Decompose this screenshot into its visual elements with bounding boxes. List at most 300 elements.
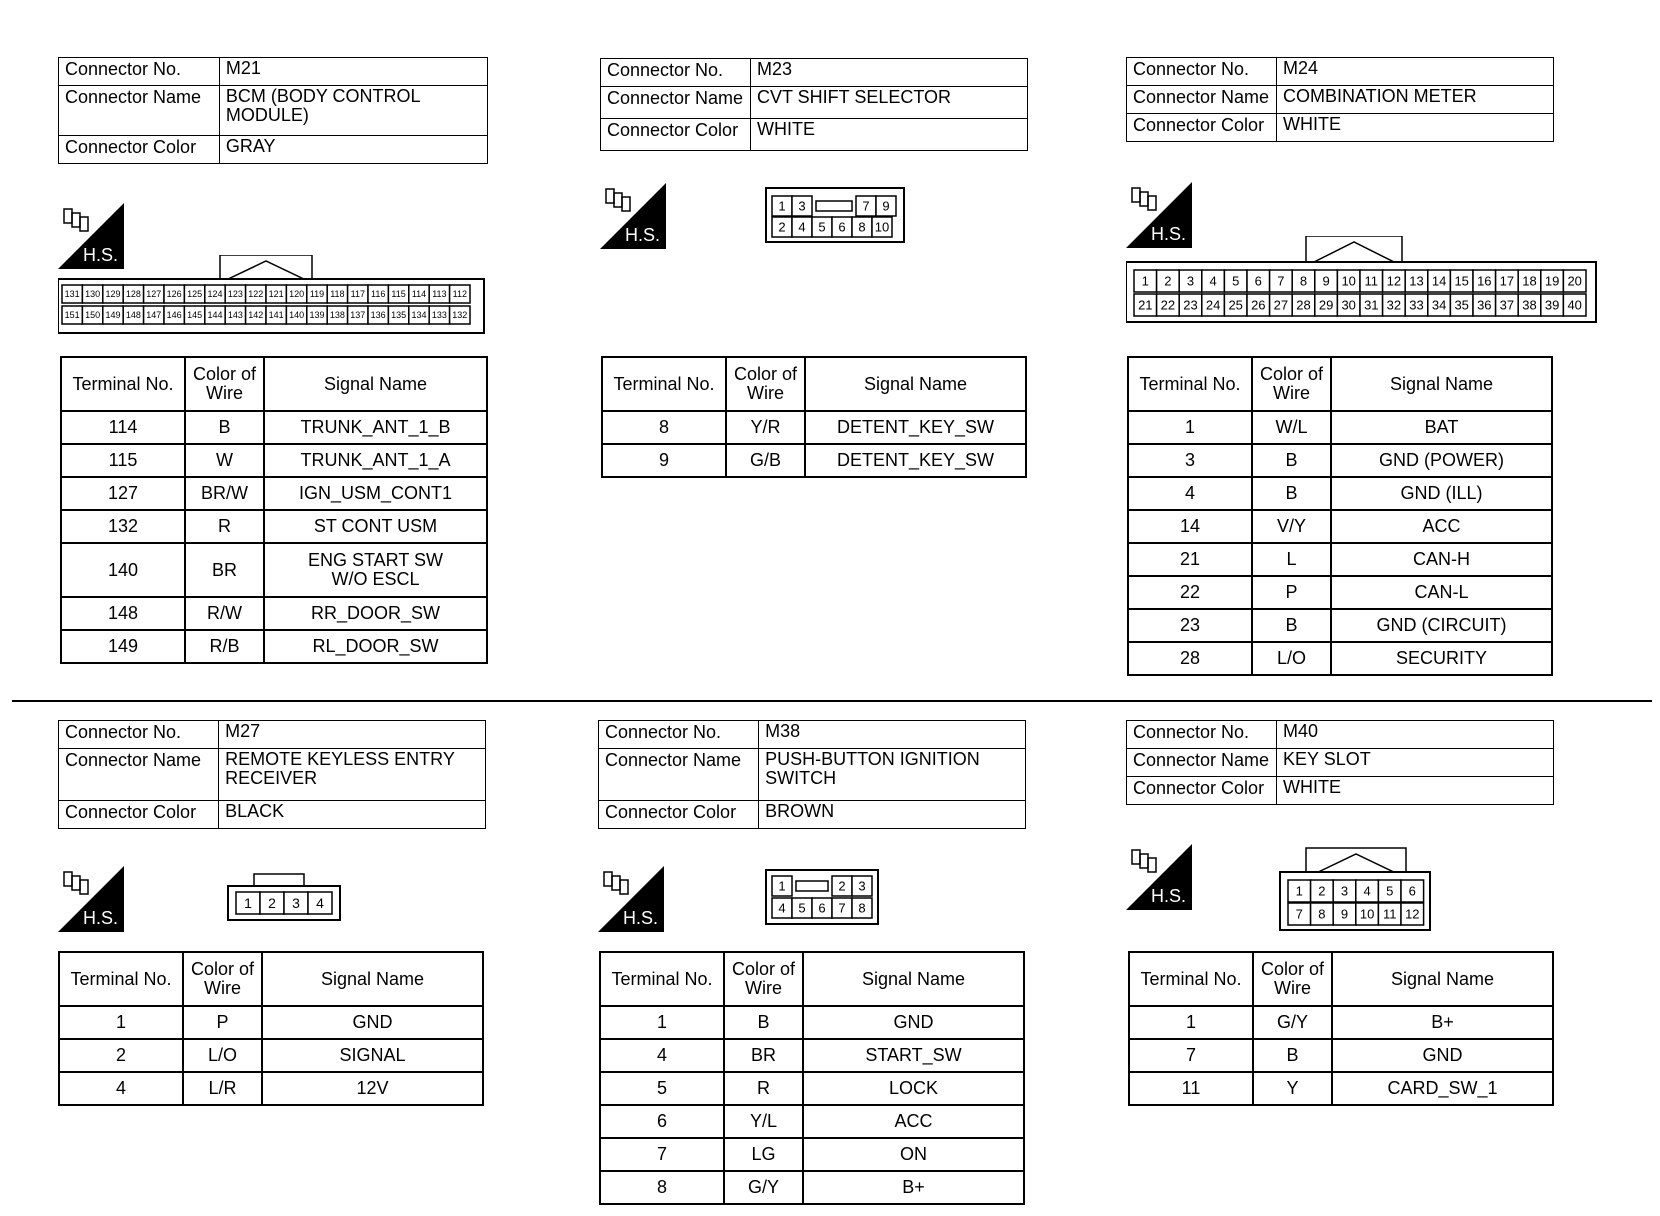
label-connector-color: Connector Color (59, 801, 219, 829)
connector-info-m23 (600, 58, 1028, 151)
pin-number: 148 (125, 310, 141, 321)
signal-name-cell: DETENT_KEY_SW (805, 411, 1026, 444)
header-signal-name: Signal Name (805, 357, 1026, 411)
terminal-no-cell: 3 (1128, 444, 1252, 477)
connector-name: CVT SHIFT SELECTOR (751, 87, 1028, 119)
pin-number: 40 (1567, 297, 1582, 313)
table-row (600, 1039, 1024, 1072)
harness-side-icon (598, 866, 664, 932)
signal-name-cell: TRUNK_ANT_1_A (264, 444, 487, 477)
connector-no: M27 (219, 721, 486, 749)
connector-diagram-m23 (764, 186, 908, 246)
label-connector-name: Connector Name (1127, 86, 1277, 114)
header-color-of-wire: Color of Wire (185, 357, 264, 411)
pin-number: 10 (1359, 906, 1375, 922)
terminal-no-cell: 2 (59, 1039, 183, 1072)
table-row (600, 1105, 1024, 1138)
wire-color-cell: W/L (1252, 411, 1331, 444)
hs-badge-text: H.S. (623, 908, 659, 928)
pin-number: 3 (798, 198, 806, 214)
pin-number: 9 (1340, 906, 1349, 922)
connector-name: COMBINATION METER (1277, 86, 1554, 114)
table-row (1128, 510, 1552, 543)
connector-name: REMOTE KEYLESS ENTRY RECEIVER (219, 749, 486, 801)
signal-name-cell: B+ (1332, 1006, 1553, 1039)
pin-number: 142 (248, 310, 264, 321)
hs-badge-text: H.S. (83, 908, 119, 928)
wire-color-cell: G/Y (1253, 1006, 1332, 1039)
label-connector-color: Connector Color (59, 136, 220, 164)
signal-name-cell: BAT (1331, 411, 1552, 444)
label-connector-name: Connector Name (601, 87, 751, 119)
pin-number: 15 (1454, 273, 1469, 289)
terminal-table-m23 (601, 356, 1027, 478)
pin-number: 112 (452, 289, 467, 300)
terminal-no-cell: 127 (61, 477, 185, 510)
signal-name-cell: ST CONT USM (264, 510, 487, 543)
pin-number: 145 (187, 310, 203, 321)
pin-number: 147 (146, 310, 162, 321)
pin-number: 24 (1205, 297, 1221, 313)
table-row (1129, 1072, 1553, 1105)
wire-color-cell: B (1252, 477, 1331, 510)
pin-number: 14 (1431, 273, 1447, 289)
pin-number: 118 (330, 289, 345, 300)
wire-color-cell: L/O (183, 1039, 262, 1072)
pin-number: 113 (432, 289, 447, 300)
pin-number: 150 (85, 310, 101, 321)
table-row (600, 1006, 1024, 1039)
pin-number: 10 (874, 219, 890, 235)
harness-side-icon (600, 183, 666, 249)
pin-number: 146 (166, 310, 182, 321)
pin-number: 128 (125, 289, 141, 300)
pin-number: 37 (1499, 297, 1515, 313)
pin-number: 5 (1386, 883, 1394, 899)
header-terminal-no: Terminal No. (61, 357, 185, 411)
pin-number: 5 (798, 900, 806, 916)
connector-no: M23 (751, 59, 1028, 87)
pin-number: 4 (778, 900, 786, 916)
pin-number: 1 (778, 198, 786, 214)
table-row (1128, 576, 1552, 609)
wire-color-cell: BR (724, 1039, 803, 1072)
label-connector-no: Connector No. (601, 59, 751, 87)
signal-name-cell: ACC (803, 1105, 1024, 1138)
pin-number: 21 (1138, 297, 1153, 313)
wire-color-cell: Y/R (726, 411, 805, 444)
wire-color-cell: B (1252, 444, 1331, 477)
wire-color-cell: L/O (1252, 642, 1331, 675)
pin-number: 8 (1299, 273, 1308, 289)
signal-name-cell: GND (262, 1006, 483, 1039)
connector-info-m38 (598, 720, 1026, 829)
pin-number: 2 (778, 219, 786, 235)
pin-number: 1 (778, 878, 786, 894)
wire-color-cell: R/W (185, 597, 264, 630)
signal-name-cell: START_SW (803, 1039, 1024, 1072)
pin-number: 19 (1544, 273, 1560, 289)
pin-number: 5 (1232, 273, 1240, 289)
header-color-of-wire: Color of Wire (1252, 357, 1331, 411)
pin-number: 6 (1254, 273, 1262, 289)
pin-number: 8 (1318, 906, 1326, 922)
terminal-no-cell: 1 (1128, 411, 1252, 444)
signal-name-cell: ENG START SW W/O ESCL (264, 543, 487, 597)
connector-info-m27 (58, 720, 486, 829)
terminal-no-cell: 140 (61, 543, 185, 597)
pin-number: 133 (431, 310, 447, 321)
terminal-no-cell: 1 (600, 1006, 724, 1039)
terminal-no-cell: 6 (600, 1105, 724, 1138)
signal-name-cell: GND (803, 1006, 1024, 1039)
pin-number: 26 (1251, 297, 1266, 313)
pin-number: 17 (1499, 273, 1515, 289)
table-row (602, 444, 1026, 477)
label-connector-no: Connector No. (599, 721, 759, 749)
hs-badge-text: H.S. (1151, 224, 1187, 244)
table-row (1128, 477, 1552, 510)
signal-name-cell: DETENT_KEY_SW (805, 444, 1026, 477)
pin-number: 137 (350, 310, 366, 321)
pin-number: 127 (146, 289, 162, 300)
pin-number: 29 (1318, 297, 1334, 313)
wire-color-cell: LG (724, 1138, 803, 1171)
terminal-no-cell: 1 (1129, 1006, 1253, 1039)
connector-latch (1306, 236, 1402, 264)
connector-diagram-m27 (226, 872, 344, 922)
wire-color-cell: G/Y (724, 1171, 803, 1204)
connector-color: GRAY (219, 136, 487, 164)
wire-color-cell: P (183, 1006, 262, 1039)
connector-color: WHITE (1277, 114, 1554, 142)
pin-number: 141 (268, 310, 284, 321)
pin-number: 131 (64, 289, 80, 300)
terminal-no-cell: 148 (61, 597, 185, 630)
pin-number: 117 (350, 289, 365, 300)
label-connector-color: Connector Color (1127, 777, 1277, 805)
hs-badge-text: H.S. (625, 225, 661, 245)
signal-name-cell: RR_DOOR_SW (264, 597, 487, 630)
harness-side-icon (1126, 844, 1192, 910)
signal-name-cell: ON (803, 1138, 1024, 1171)
pin-number: 32 (1386, 297, 1402, 313)
table-row (602, 411, 1026, 444)
table-row (61, 630, 487, 663)
pin-number: 123 (227, 289, 243, 300)
pin-number: 116 (371, 289, 386, 300)
keyway (796, 881, 828, 891)
pin-number: 25 (1228, 297, 1243, 313)
pin-number: 124 (207, 289, 223, 300)
connector-no: M24 (1277, 58, 1554, 86)
pin-number: 2 (838, 878, 846, 894)
wire-color-cell: L (1252, 543, 1331, 576)
table-row (1128, 444, 1552, 477)
header-terminal-no: Terminal No. (600, 952, 724, 1006)
terminal-table-m38 (599, 951, 1025, 1205)
signal-name-cell: CAN-H (1331, 543, 1552, 576)
pin-number: 143 (227, 310, 243, 321)
pin-number: 151 (64, 310, 80, 321)
hs-badge-text: H.S. (83, 245, 119, 265)
header-color-of-wire: Color of Wire (183, 952, 262, 1006)
label-connector-color: Connector Color (601, 119, 751, 151)
terminal-table-m24 (1127, 356, 1553, 676)
table-row (59, 1039, 483, 1072)
pin-number: 10 (1341, 273, 1356, 289)
pin-number: 114 (411, 289, 427, 300)
pin-number: 13 (1409, 273, 1424, 289)
pin-number: 121 (268, 289, 284, 300)
header-color-of-wire: Color of Wire (724, 952, 803, 1006)
terminal-no-cell: 8 (600, 1171, 724, 1204)
terminal-no-cell: 149 (61, 630, 185, 663)
terminal-no-cell: 114 (61, 411, 185, 444)
signal-name-cell: GND (CIRCUIT) (1331, 609, 1552, 642)
connector-diagram-m24 (1126, 236, 1600, 326)
wire-color-cell: V/Y (1252, 510, 1331, 543)
signal-name-cell: CAN-L (1331, 576, 1552, 609)
hs-badge-text: H.S. (1151, 886, 1187, 906)
pin-number: 130 (85, 289, 101, 300)
section-divider (12, 700, 1652, 702)
pin-number: 20 (1567, 273, 1582, 289)
terminal-no-cell: 23 (1128, 609, 1252, 642)
harness-side-icon (58, 866, 124, 932)
pin-number: 1 (1295, 883, 1303, 899)
signal-name-cell: GND (1332, 1039, 1553, 1072)
wire-color-cell: R (724, 1072, 803, 1105)
pin-number: 122 (248, 289, 264, 300)
pin-number: 8 (858, 219, 866, 235)
label-connector-name: Connector Name (599, 749, 759, 801)
signal-name-cell: GND (ILL) (1331, 477, 1552, 510)
wire-color-cell: B (185, 411, 264, 444)
connector-color: BROWN (759, 801, 1026, 829)
pin-number: 2 (268, 895, 276, 912)
label-connector-no: Connector No. (59, 58, 220, 86)
connector-info-m21 (58, 57, 488, 164)
pin-number: 6 (838, 219, 846, 235)
pin-number: 7 (862, 198, 870, 214)
connector-diagram-m38 (764, 868, 882, 928)
signal-name-cell: CARD_SW_1 (1332, 1072, 1553, 1105)
connector-color: WHITE (751, 119, 1028, 151)
wire-color-cell: L/R (183, 1072, 262, 1105)
header-signal-name: Signal Name (264, 357, 487, 411)
connector-name: KEY SLOT (1277, 749, 1554, 777)
terminal-no-cell: 21 (1128, 543, 1252, 576)
terminal-no-cell: 132 (61, 510, 185, 543)
signal-name-cell: RL_DOOR_SW (264, 630, 487, 663)
pin-number: 22 (1160, 297, 1176, 313)
table-row (1128, 543, 1552, 576)
label-connector-color: Connector Color (599, 801, 759, 829)
pin-number: 12 (1386, 273, 1402, 289)
table-row (600, 1072, 1024, 1105)
pin-number: 4 (1363, 883, 1371, 899)
pin-number: 129 (105, 289, 121, 300)
connector-no: M40 (1277, 721, 1554, 749)
terminal-no-cell: 22 (1128, 576, 1252, 609)
label-connector-color: Connector Color (1127, 114, 1277, 142)
pin-number: 1 (1141, 273, 1149, 289)
header-terminal-no: Terminal No. (59, 952, 183, 1006)
connector-info-m40 (1126, 720, 1554, 805)
pin-number: 136 (370, 310, 386, 321)
pin-number: 134 (411, 310, 427, 321)
pin-number: 28 (1296, 297, 1311, 313)
pin-number: 27 (1273, 297, 1289, 313)
table-row (600, 1171, 1024, 1204)
pin-number: 3 (1186, 273, 1195, 289)
pin-number: 18 (1522, 273, 1537, 289)
signal-name-cell: 12V (262, 1072, 483, 1105)
pin-number: 126 (166, 289, 182, 300)
connector-diagram-m40 (1278, 846, 1434, 934)
signal-name-cell: SECURITY (1331, 642, 1552, 675)
pin-number: 33 (1409, 297, 1424, 313)
header-color-of-wire: Color of Wire (1253, 952, 1332, 1006)
pin-number: 6 (1408, 883, 1416, 899)
header-terminal-no: Terminal No. (1128, 357, 1252, 411)
pin-number: 149 (105, 310, 121, 321)
header-color-of-wire: Color of Wire (726, 357, 805, 411)
wire-color-cell: G/B (726, 444, 805, 477)
terminal-no-cell: 1 (59, 1006, 183, 1039)
pin-number: 119 (309, 289, 325, 300)
pin-number: 138 (329, 310, 345, 321)
pin-number: 12 (1405, 906, 1420, 922)
connector-info-m24 (1126, 57, 1554, 142)
connector-color: WHITE (1277, 777, 1554, 805)
table-row (1129, 1039, 1553, 1072)
pin-number: 120 (289, 289, 305, 300)
terminal-no-cell: 5 (600, 1072, 724, 1105)
connector-diagram-m21 (58, 255, 488, 335)
label-connector-name: Connector Name (1127, 749, 1277, 777)
terminal-no-cell: 11 (1129, 1072, 1253, 1105)
pin-number: 140 (289, 310, 305, 321)
header-terminal-no: Terminal No. (602, 357, 726, 411)
signal-name-cell: LOCK (803, 1072, 1024, 1105)
pin-number: 5 (818, 219, 826, 235)
wire-color-cell: W (185, 444, 264, 477)
pin-number: 38 (1522, 297, 1537, 313)
pin-number: 4 (316, 895, 324, 912)
pin-number: 4 (1209, 273, 1217, 289)
terminal-no-cell: 115 (61, 444, 185, 477)
pin-number: 132 (452, 310, 468, 321)
terminal-no-cell: 8 (602, 411, 726, 444)
terminal-table-m27 (58, 951, 484, 1106)
connector-no: M38 (759, 721, 1026, 749)
pin-number: 36 (1477, 297, 1492, 313)
table-row (1129, 1006, 1553, 1039)
table-row (59, 1006, 483, 1039)
table-row (1128, 411, 1552, 444)
terminal-table-m40 (1128, 951, 1554, 1106)
signal-name-cell: SIGNAL (262, 1039, 483, 1072)
pin-number: 115 (391, 289, 406, 300)
pin-number: 7 (838, 900, 846, 916)
pin-number: 4 (798, 219, 806, 235)
pin-number: 135 (391, 310, 407, 321)
table-row (61, 411, 487, 444)
pin-number: 3 (292, 895, 300, 912)
table-row (61, 510, 487, 543)
signal-name-cell: IGN_USM_CONT1 (264, 477, 487, 510)
connector-no: M21 (219, 58, 487, 86)
terminal-no-cell: 9 (602, 444, 726, 477)
wire-color-cell: BR/W (185, 477, 264, 510)
table-row (1128, 609, 1552, 642)
label-connector-no: Connector No. (59, 721, 219, 749)
table-row (61, 597, 487, 630)
terminal-no-cell: 7 (1129, 1039, 1253, 1072)
table-row (61, 477, 487, 510)
pin-number: 11 (1382, 906, 1397, 922)
table-row (61, 543, 487, 597)
terminal-table-m21 (60, 356, 488, 664)
connector-name: BCM (BODY CONTROL MODULE) (219, 86, 487, 136)
pin-number: 8 (858, 900, 866, 916)
pin-number: 144 (207, 310, 223, 321)
pin-number: 34 (1431, 297, 1447, 313)
pin-number: 11 (1364, 273, 1379, 289)
signal-name-cell: B+ (803, 1171, 1024, 1204)
pin-number: 31 (1364, 297, 1379, 313)
pin-number: 9 (1322, 273, 1330, 289)
wire-color-cell: P (1252, 576, 1331, 609)
terminal-no-cell: 14 (1128, 510, 1252, 543)
connector-name: PUSH-BUTTON IGNITION SWITCH (759, 749, 1026, 801)
label-connector-no: Connector No. (1127, 58, 1277, 86)
signal-name-cell: GND (POWER) (1331, 444, 1552, 477)
header-signal-name: Signal Name (803, 952, 1024, 1006)
terminal-no-cell: 4 (600, 1039, 724, 1072)
wire-color-cell: R/B (185, 630, 264, 663)
wire-color-cell: B (1253, 1039, 1332, 1072)
terminal-no-cell: 4 (1128, 477, 1252, 510)
pin-number: 125 (187, 289, 203, 300)
wire-color-cell: R (185, 510, 264, 543)
wire-color-cell: B (1252, 609, 1331, 642)
pin-number: 6 (818, 900, 826, 916)
terminal-no-cell: 4 (59, 1072, 183, 1105)
pin-number: 39 (1544, 297, 1560, 313)
pin-number: 35 (1454, 297, 1469, 313)
table-row (600, 1138, 1024, 1171)
pin-number: 3 (1340, 883, 1349, 899)
header-signal-name: Signal Name (262, 952, 483, 1006)
connector-color: BLACK (219, 801, 486, 829)
signal-name-cell: TRUNK_ANT_1_B (264, 411, 487, 444)
wire-color-cell: Y/L (724, 1105, 803, 1138)
pin-number: 2 (1164, 273, 1172, 289)
table-row (1128, 642, 1552, 675)
pin-number: 16 (1477, 273, 1492, 289)
wire-color-cell: BR (185, 543, 264, 597)
wire-color-cell: B (724, 1006, 803, 1039)
pin-number: 23 (1183, 297, 1198, 313)
pin-number: 7 (1277, 273, 1285, 289)
table-row (61, 444, 487, 477)
pin-number: 139 (309, 310, 325, 321)
header-terminal-no: Terminal No. (1129, 952, 1253, 1006)
terminal-no-cell: 28 (1128, 642, 1252, 675)
